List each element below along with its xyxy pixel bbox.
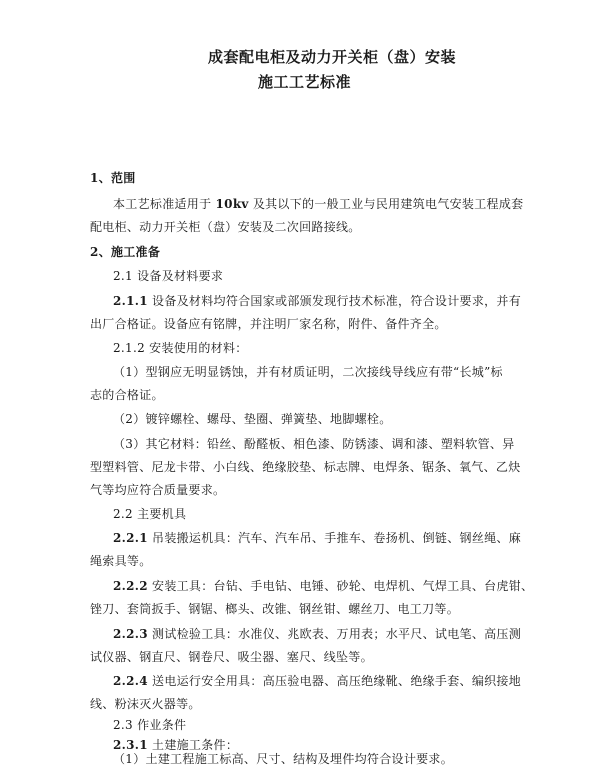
clause-2-2-4-line-1	[113, 673, 543, 689]
document-title: 成套配电柜及动力开关柜（盘）安装	[208, 48, 457, 66]
document-subtitle: 施工工艺标准	[258, 73, 352, 91]
clause-text: 安装工具：台钻、手电钻、电锤、砂轮、电焊机、气焊工具、台虎钳、	[147, 579, 534, 593]
subsection-2-3: 2.3 作业条件	[113, 718, 187, 732]
clause-number: 2.2.1	[113, 531, 148, 545]
subsection-2-1: 2.1 设备及材料要求	[113, 269, 224, 283]
item-1-line-2: 志的合格证。	[90, 388, 164, 402]
text-run: 本工艺标准适用于	[113, 197, 216, 211]
item-2: （2）镀锌螺栓、螺母、垫圈、弹簧垫、地脚螺栓。	[113, 412, 392, 426]
clause-2-2-4-line-2: 线、粉沫灭火器等。	[90, 697, 201, 711]
clause-2-3-1-item-1: （1）土建工程施工标高、尺寸、结构及埋件均符合设计要求。	[113, 752, 454, 766]
clause-text: 吊装搬运机具：汽车、汽车吊、手推车、卷扬机、倒链、钢丝绳、麻	[147, 531, 522, 545]
text-run: 及其以下的一般工业与民用建筑电气安装工程成套	[248, 197, 524, 211]
clause-2-1-1-line-1	[113, 293, 543, 309]
clause-number: 2.2.3	[113, 627, 148, 641]
clause-text: 土建施工条件：	[147, 738, 239, 752]
voltage-value: 10kv	[215, 197, 249, 211]
clause-2-2-2-line-1	[113, 578, 543, 594]
clause-number: 2.2.2	[113, 579, 148, 593]
clause-text: 送电运行安全用具：高压验电器、高压绝缘靴、绝缘手套、编织接地	[147, 674, 522, 688]
item-3-line-3: 气等均应符合质量要求。	[90, 483, 226, 497]
clause-2-2-3-line-1	[113, 626, 543, 642]
section-1-paragraph-line-2: 配电柜、动力开关柜（盘）安装及二次回路接线。	[90, 220, 361, 234]
clause-2-1-2: 2.1.2 安装使用的材料：	[113, 341, 248, 355]
clause-number: 2.3.1	[113, 738, 148, 752]
item-3-line-2: 型塑料管、尼龙卡带、小白线、绝缘胶垫、标志牌、电焊条、锯条、氧气、乙炔	[90, 460, 521, 474]
item-3-line-1: （3）其它材料：铅丝、酚醛板、相色漆、防锈漆、调和漆、塑料软管、异	[113, 437, 515, 451]
clause-number: 2.1.1	[113, 294, 148, 308]
section-1-paragraph-line-1	[113, 196, 543, 212]
section-2-heading: 2、施工准备	[90, 245, 161, 259]
clause-2-2-3-line-2: 试仪器、钢直尺、钢卷尺、吸尘器、塞尺、线坠等。	[90, 650, 373, 664]
section-1-heading: 1、范围	[90, 171, 136, 185]
clause-2-2-2-line-2: 锉刀、套筒扳手、钢锯、榔头、改锥、钢丝钳、螺丝刀、电工刀等。	[90, 602, 460, 616]
clause-2-2-1-line-1	[113, 530, 543, 546]
clause-2-1-1-line-2: 出厂合格证。设备应有铭牌，并注明厂家名称，附件、备件齐全。	[90, 317, 447, 331]
clause-text: 测试检验工具：水准仪、兆欧表、万用表；水平尺、试电笔、高压测	[147, 627, 522, 641]
clause-2-2-1-line-2: 绳索具等。	[90, 554, 152, 568]
clause-number: 2.2.4	[113, 674, 148, 688]
subsection-2-2: 2.2 主要机具	[113, 507, 187, 521]
item-1-line-1: （1）型钢应无明显锈蚀，并有材质证明，二次接线导线应有带“长城”标	[113, 365, 503, 379]
clause-text: 设备及材料均符合国家或部颁发现行技术标准，符合设计要求，并有	[147, 294, 522, 308]
